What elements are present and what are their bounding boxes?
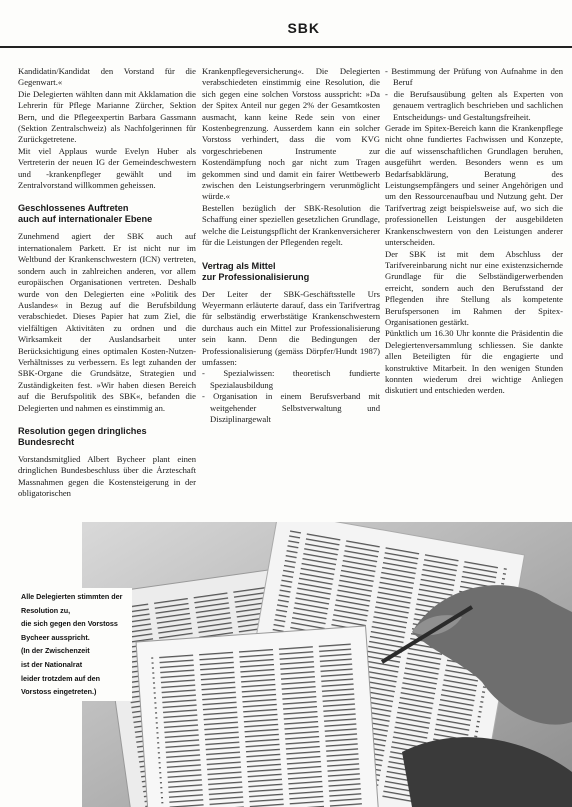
caption-line: Vorstoss eingetreten.) [21,687,97,697]
subheading-line: zur Professionalisierung [202,271,310,282]
paragraph: Krankenpflegeversicherung«. Die Delegierten verabschiedeten einstimmig eine Resolution, die sich gegen eine solchen Vorstoss ausspricht: »Da der Spitex Anteil nur gegen 2% der Gesamtkosten ausmacht, kann keine Rede sein von einer Kostenbegrenzung. Ausserdem kann ein solcher Vorstoss verhindert, dass die vom KVG vorgeschriebenen Instrumente zur Kostendämpfung noch gar nicht zum Tragen gekommen sind und damit ein fairer Wettbewerb zwischen den Leistungserbringern verunmöglicht würde.« [202,66,380,202]
photo-illustration [82,522,572,807]
list-item: - die Berufsausübung gelten als Experten von genauem vertraglich beschrieben und sachlichen Entscheidungs- und Gestaltungsfreiheit. [385,89,563,123]
subheading-international [18,203,196,225]
caption-line: die sich gegen den Vorstoss Bycheer ausspricht. [21,619,118,642]
subheading-contract [202,261,380,283]
subheading-line: Vertrag als Mittel [202,260,276,271]
bullet-list [385,66,563,123]
caption-line: leider trotzdem auf den [21,673,101,683]
list-item: - Organisation in einem Berufsverband mit weitgehender Selbstverwaltung und Disziplinargewalt [202,391,380,425]
header-title: SBK [287,20,320,36]
subheading-line: Geschlossenes Auftreten [18,203,129,214]
page-header [0,14,572,42]
caption-line: Alle Delegierten stimmten der Resolution zu, [21,592,123,615]
subheading-resolution [18,426,196,448]
paragraph: Der SBK ist mit dem Abschluss der Tarifvereinbarung nicht nur eine existenzsichernde Grundlage für die Selbständigerwerbenden erreicht, sondern auch den Berufsstand der Pflegenden ihre Stellung als kompetente Berufspersonen im Rahmen der Spitex-Organisationen gestärkt. [385,248,563,327]
paragraph: Vorstandsmitglied Albert Bycheer plant einen dringlichen Bundesbeschluss über die Ȧrzteschaft Massnahmen gegen die Kostensteigerung in der obligatorischen [18,453,196,499]
paragraph: Zunehmend agiert der SBK auch auf internationalem Parkett. Er ist nicht nur im Weltbund der Krankenschwestern (ICN) vertreten, sondern auch in zahlreichen anderen, vor allem europäischen Organisationen vertreten. Deshalb wurde von den Delegierten eine »Politik des Auslandes« in Bezug auf die Berufsbildung verabschiedet. Dieses Papier hat zum Ziel, die vielfältigen Aktivitäten zu ordnen und die Wirksamkeit der Auslandsarbeit unter Berücksichtigung eines optimalen Kosten-Nutzen-Verhältnisses zu verbessern. Es legt zuhanden der SBK-Organe die Grundsätze, Strategien und Zuständigkeiten fest. »Wir haben diesen Bereich auf die Berufspolitik des SBK«, befanden die Delegierten und nahmen es einstimmig an. [18,231,196,413]
column-1 [18,66,196,500]
caption-line: ist der Nationalrat [21,659,83,669]
paragraph: Mit viel Applaus wurde Evelyn Huber als Vertreterin der neuen IG der Gemeindeschwestern und -krankenpfleger gewählt und im Zentralvorstand willkommen geheissen. [18,145,196,191]
paragraph: Pünktlich um 16.30 Uhr konnte die Präsidentin die Delegiertenversammlung schliessen. Sie dankte allen Beteiligten für die engagierte und konstruktive Mitarbeit. In den wenigen Stunden konnten wiederum drei wichtige Anliegen diskutiert und entschieden werden. [385,328,563,396]
paragraph: Die Delegierten wählten dann mit Akklamation die Lehrerin für Pflege Marianne Zürcher, Sektion Bern, und die Pflegeexpertin Barbara Gassmann (Sektion Zentralschweiz) als Nachfolgerinnen für Zurückgetretene. [18,88,196,145]
column-2 [202,66,380,425]
paragraph: Bestellen bezüglich der SBK-Resolution die Schaffung einer speziellen gesetzlichen Grundlage, welche die Leistungspflicht der Krankenversicherer für die Leistungen der Pflegenden regelt. [202,202,381,248]
bullet-list [202,368,380,425]
header-rule [0,46,572,48]
caption-line: (In der Zwischenzeit [21,646,90,656]
paragraph: Kandidatin/Kandidat den Vorstand für die Gegenwart.« [18,66,196,88]
subheading-line: auch auf internationaler Ebene [18,214,153,225]
photo-caption [18,588,132,701]
paragraph: Gerade im Spitex-Bereich kann die Krankenpflege nicht ohne fundiertes Fachwissen und Konzepte, die auf wissenschaftlichen Grundlagen beruhen, ausgeführt werden. Besonders wenn es um Bedarfsabklärung, Beratung des Leistungsempfängers und seiner Angehörigen und um den Ressourcenaufbau und Nutzung geht. Der Tarifvertrag zeigt beispielsweise auf, wo sich die professionellen Leistungen der ausgebildeten Krankenschwestern von den Leistungen anderer unterscheiden. [385,123,563,248]
photo-documents-signing [82,522,572,807]
column-3 [385,66,563,397]
list-item: - Bestimmung der Prüfung von Aufnahme in den Beruf [385,66,563,89]
subheading-line: Resolution gegen dringliches [18,425,147,436]
paragraph: Der Leiter der SBK-Geschäftsstelle Urs Weyermann erläuterte darauf, dass ein Tarifvertrag für selbständig erwerbstätige Krankenschwestern durchaus auch ein Mittel zur Professionalisierung sein kann. Denn die Bedingungen der Professionalisierung (gemäss Dörpfer/Hundt 1987) umfassen: [202,288,380,367]
list-item: - Spezialwissen: theoretisch fundierte Spezialausbildung [202,368,380,391]
subheading-line: Bundesrecht [18,436,75,447]
paper-sheet [136,626,379,807]
